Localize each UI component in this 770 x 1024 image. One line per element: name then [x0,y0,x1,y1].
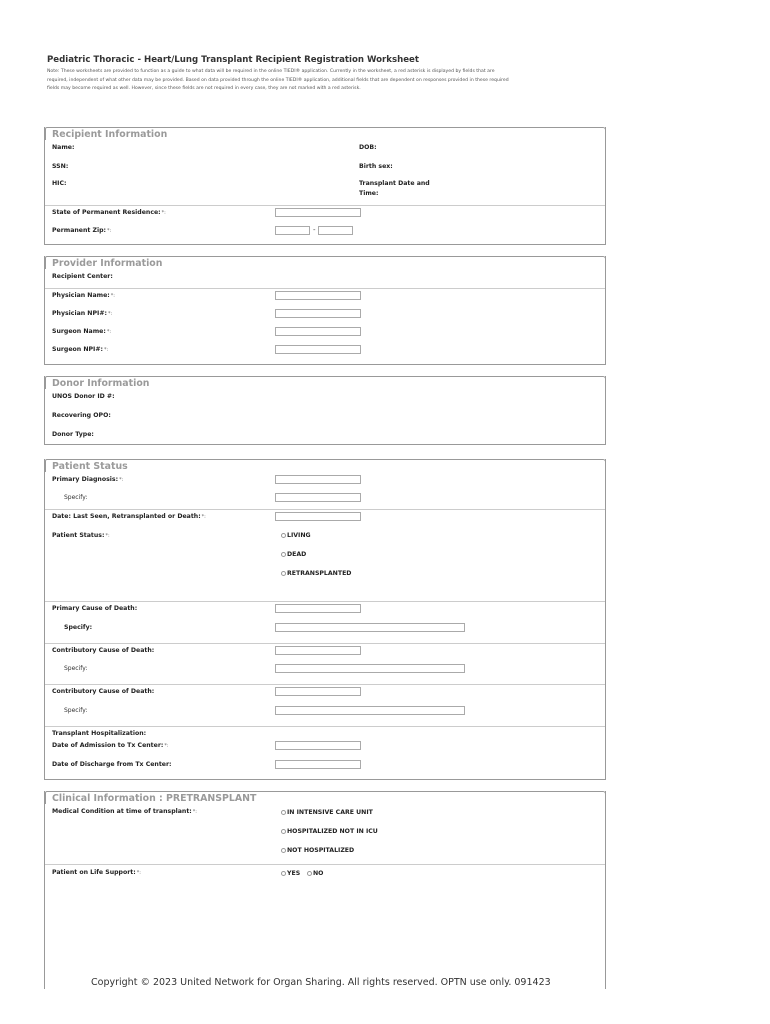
transplant-hospitalization-label: Transplant Hospitalization: [52,730,147,737]
note-line: fields may become required as well. However, since these fields are not required in every case, they are not marked with a red asterisk. [47,86,361,91]
state-residence-label: State of Permanent Residence:*: [52,209,166,216]
zip-label: Permanent Zip:*: [52,227,112,234]
medical-condition-label: Medical Condition at time of transplant:*: [52,808,197,815]
zip-input[interactable] [275,226,310,235]
primary-cause-death-input[interactable] [275,604,361,613]
primary-diagnosis-input[interactable] [275,475,361,484]
zip-extension-input[interactable] [318,226,353,235]
condition-icu-radio[interactable]: IN INTENSIVE CARE UNIT [281,809,373,816]
note-line: Note: These worksheets are provided to function as a guide to what data will be required in the online TIEDI® application. Currently in the worksheet, a red asterisk is displayed by fields that are [47,69,495,74]
specify-label: Specify: [64,707,88,714]
divider [45,864,605,865]
provider-section [44,256,606,365]
contributory-cause-2-specify-input[interactable] [275,706,465,715]
radio-circle-icon [281,810,286,815]
primary-cause-death-label: Primary Cause of Death: [52,605,138,612]
recipient-center-label: Recipient Center: [52,273,113,280]
primary-diagnosis-label: Primary Diagnosis:*: [52,476,124,483]
status-living-radio[interactable]: LIVING [281,532,311,539]
physician-name-input[interactable] [275,291,361,300]
contributory-cause-specify-input[interactable] [275,664,465,673]
note-line: required, independent of what other data may be provided. Based on data provided through the online TIEDI® application, additional fields that are dependent on responses provided in these required [47,77,509,83]
divider [45,601,605,602]
transplant-time-label: Time: [359,190,379,197]
admission-date-input[interactable] [275,741,361,750]
physician-npi-label: Physician NPI#:*: [52,310,113,317]
state-residence-input[interactable] [275,208,361,217]
primary-diagnosis-specify-input[interactable] [275,493,361,502]
date-last-seen-label: Date: Last Seen, Retransplanted or Death:*: [52,513,206,520]
discharge-date-input[interactable] [275,760,361,769]
section-title: Patient Status [52,461,128,472]
radio-circle-icon [281,533,286,538]
contributory-cause-label: Contributory Cause of Death: [52,688,155,695]
donor-section [44,376,606,445]
birth-sex-label: Birth sex: [359,163,393,170]
life-support-label: Patient on Life Support:*: [52,869,141,876]
donor-type-label: Donor Type: [52,431,94,438]
physician-npi-input[interactable] [275,309,361,318]
divider [45,726,605,727]
condition-not-hospitalized-radio[interactable]: NOT HOSPITALIZED [281,847,354,854]
contributory-cause-label: Contributory Cause of Death: [52,647,155,654]
physician-name-label: Physician Name:*: [52,292,115,299]
patient-status-section [44,459,606,780]
radio-circle-icon [281,552,286,557]
clinical-section [44,791,606,989]
divider [45,643,605,644]
section-header [45,459,606,472]
surgeon-npi-label: Surgeon NPI#:*: [52,346,109,353]
specify-label: Specify: [64,494,88,501]
name-label: Name: [52,144,75,151]
section-title: Recipient Information [52,129,168,140]
section-title: Donor Information [52,378,150,389]
divider [45,288,605,289]
radio-circle-icon [281,871,286,876]
date-last-seen-input[interactable] [275,512,361,521]
surgeon-name-label: Surgeon Name:*: [52,328,112,335]
copyright-footer: Copyright © 2023 United Network for Organ Sharing. All rights reserved. OPTN use only. 091423 [91,977,551,988]
hic-label: HIC: [52,180,67,187]
ssn-label: SSN: [52,163,69,170]
primary-cause-specify-input[interactable] [275,623,465,632]
recipient-section [44,127,606,245]
surgeon-name-input[interactable] [275,327,361,336]
life-support-no-radio[interactable]: NO [307,870,323,877]
life-support-yes-radio[interactable]: YES [281,870,300,877]
surgeon-npi-input[interactable] [275,345,361,354]
donor-id-label: UNOS Donor ID #: [52,393,115,400]
divider [45,509,605,510]
specify-label: Specify: [64,624,93,631]
divider [45,205,605,206]
contributory-cause-input[interactable] [275,646,361,655]
radio-circle-icon [307,871,312,876]
status-retransplanted-radio[interactable]: RETRANSPLANTED [281,570,351,577]
zip-separator: - [313,226,316,234]
radio-circle-icon [281,829,286,834]
radio-circle-icon [281,848,286,853]
radio-circle-icon [281,571,286,576]
discharge-date-label: Date of Discharge from Tx Center: [52,761,172,768]
contributory-cause-2-input[interactable] [275,687,361,696]
specify-label: Specify: [64,665,88,672]
status-dead-radio[interactable]: DEAD [281,551,306,558]
admission-date-label: Date of Admission to Tx Center:*: [52,742,169,749]
transplant-date-label: Transplant Date and [359,180,430,187]
patient-status-label: Patient Status:*: [52,532,110,539]
recovering-opo-label: Recovering OPO: [52,412,111,419]
section-title: Provider Information [52,258,163,269]
section-title: Clinical Information : PRETRANSPLANT [52,793,257,804]
dob-label: DOB: [359,144,377,151]
worksheet-note [47,68,607,94]
condition-hospitalized-radio[interactable]: HOSPITALIZED NOT IN ICU [281,828,378,835]
divider [45,684,605,685]
page-title: Pediatric Thoracic - Heart/Lung Transplant Recipient Registration Worksheet [47,55,419,65]
